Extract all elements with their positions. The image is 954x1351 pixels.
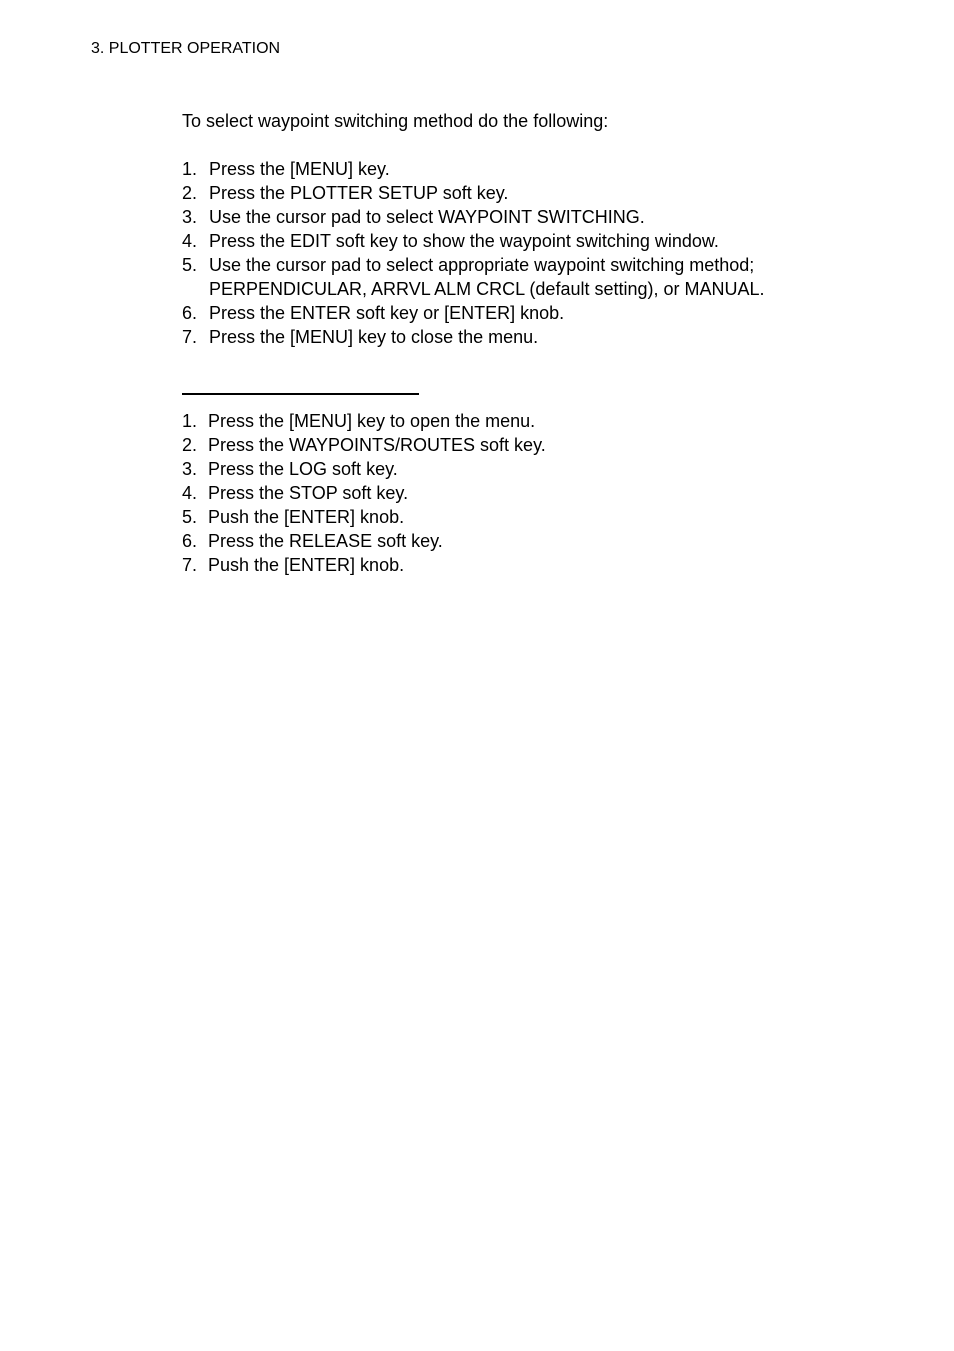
waypoint-switching-steps bbox=[182, 157, 765, 349]
list-item bbox=[182, 325, 765, 349]
step-text: Press the PLOTTER SETUP soft key. bbox=[209, 183, 509, 203]
step-number: 6. bbox=[182, 531, 198, 551]
step-number: 5. bbox=[182, 255, 198, 275]
list-item bbox=[182, 409, 546, 433]
list-item bbox=[182, 481, 546, 505]
intro-paragraph: To select waypoint switching method do the following: bbox=[182, 111, 609, 131]
step-text-line-2: PERPENDICULAR, ARRVL ALM CRCL (default setting), or MANUAL. bbox=[209, 279, 765, 299]
track-release-steps bbox=[182, 409, 546, 577]
step-text-line-1: Use the cursor pad to select appropriate waypoint switching method; bbox=[209, 255, 755, 275]
step-text bbox=[209, 253, 765, 301]
step-number: 6. bbox=[182, 303, 198, 323]
list-item bbox=[182, 433, 546, 457]
list-item bbox=[182, 301, 765, 325]
step-text: Press the EDIT soft key to show the waypoint switching window. bbox=[209, 231, 719, 251]
step-number: 4. bbox=[182, 231, 198, 251]
step-text: Press the ENTER soft key or [ENTER] knob. bbox=[209, 303, 565, 323]
list-item bbox=[182, 529, 546, 553]
step-number: 3. bbox=[182, 459, 198, 479]
step-number: 1. bbox=[182, 411, 198, 431]
step-text: Use the cursor pad to select WAYPOINT SWITCHING. bbox=[209, 207, 645, 227]
step-text: Press the RELEASE soft key. bbox=[208, 531, 443, 551]
step-number: 7. bbox=[182, 327, 198, 347]
list-item bbox=[182, 457, 546, 481]
step-number: 2. bbox=[182, 183, 198, 203]
list-item bbox=[182, 229, 765, 253]
running-header: 3. PLOTTER OPERATION bbox=[91, 40, 281, 57]
heading-underline bbox=[182, 393, 419, 395]
step-text: Press the [MENU] key to close the menu. bbox=[209, 327, 539, 347]
list-item bbox=[182, 253, 765, 301]
list-item bbox=[182, 181, 765, 205]
step-text: Press the LOG soft key. bbox=[208, 459, 398, 479]
list-item bbox=[182, 505, 546, 529]
step-text: Press the WAYPOINTS/ROUTES soft key. bbox=[208, 435, 546, 455]
step-text: Press the [MENU] key. bbox=[209, 159, 390, 179]
step-number: 4. bbox=[182, 483, 198, 503]
step-text: Press the [MENU] key to open the menu. bbox=[208, 411, 536, 431]
step-text: Push the [ENTER] knob. bbox=[208, 555, 405, 575]
step-text: Press the STOP soft key. bbox=[208, 483, 409, 503]
step-number: 3. bbox=[182, 207, 198, 227]
list-item bbox=[182, 205, 765, 229]
list-item bbox=[182, 157, 765, 181]
step-text: Push the [ENTER] knob. bbox=[208, 507, 405, 527]
list-item bbox=[182, 553, 546, 577]
step-number: 1. bbox=[182, 159, 198, 179]
step-number: 2. bbox=[182, 435, 198, 455]
step-number: 7. bbox=[182, 555, 198, 575]
step-number: 5. bbox=[182, 507, 198, 527]
